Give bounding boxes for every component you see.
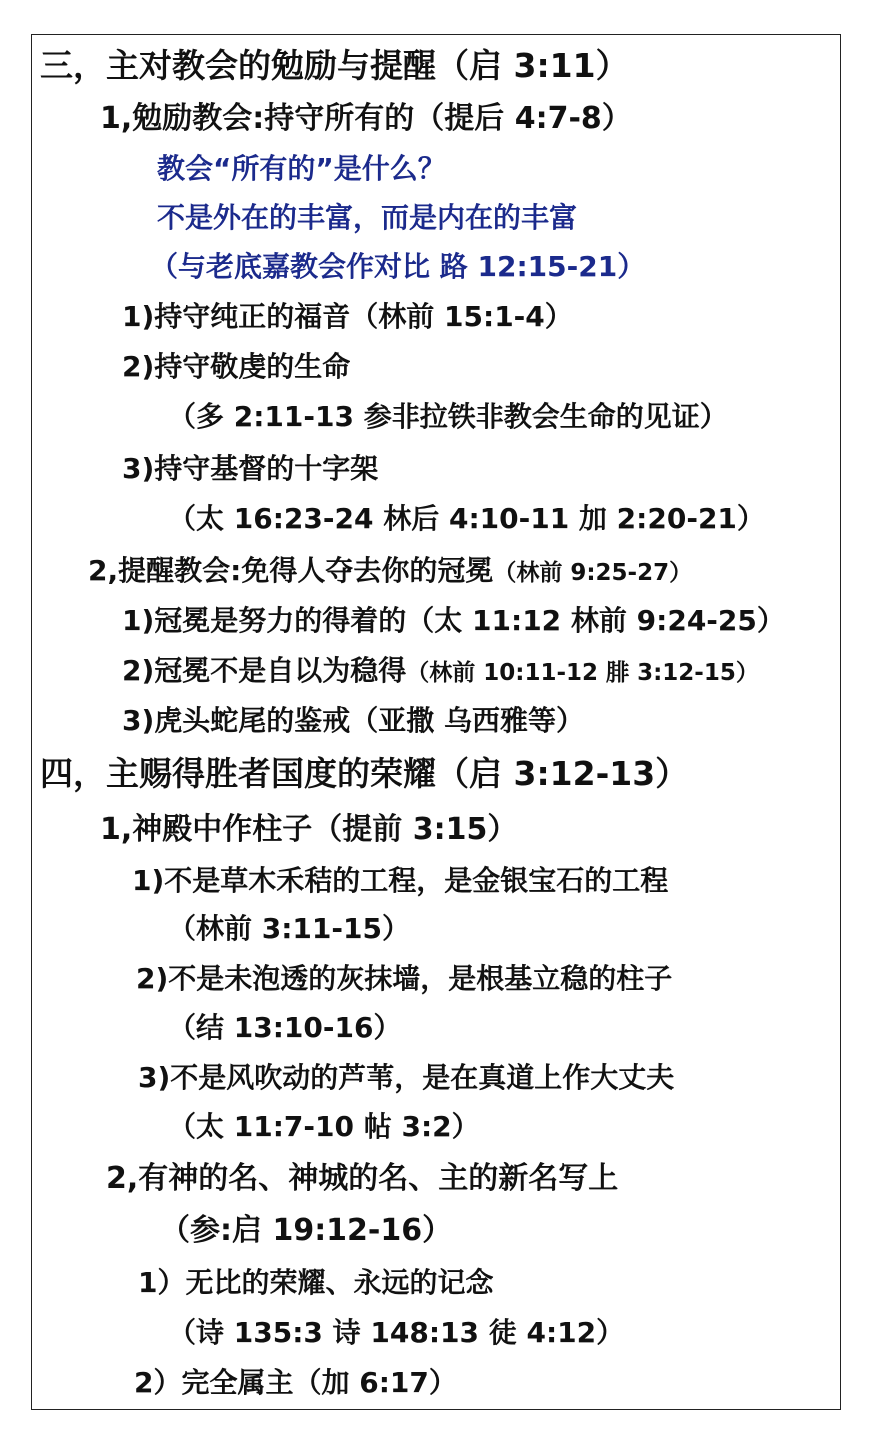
subpoint-1: 1)持守纯正的福音（林前 15:1-4） (122, 300, 573, 333)
point-2-ref: （林前 9:25-27） (493, 560, 693, 586)
outline-page (31, 34, 841, 1410)
blue-question: 教会“所有的”是什么？ (157, 152, 446, 185)
pillar-heading: 1,神殿中作柱子（提前 3:15） (100, 812, 518, 847)
subpoint-2: 2)持守敬虔的生命 (122, 350, 351, 383)
blue-answer: 不是外在的丰富，而是内在的丰富 (157, 201, 578, 234)
blue-comparison: （与老底嘉教会作对比 路 12:15-21） (150, 250, 646, 283)
pillar-3-ref: （太 11:7-10 帖 3:2） (168, 1110, 480, 1143)
names-ref: （参:启 19:12-16） (160, 1213, 453, 1248)
names-1-ref: （诗 135:3 诗 148:13 徒 4:12） (168, 1316, 625, 1349)
point-2-heading (88, 554, 693, 587)
point-2-title: 2,提醒教会:免得人夺去你的冠冕 (88, 554, 494, 587)
subpoint-3: 3)持守基督的十字架 (122, 452, 379, 485)
names-2: 2）完全属主（加 6:17） (134, 1366, 457, 1399)
crown-2 (122, 654, 759, 687)
point-1-heading: 1,勉励教会:持守所有的（提后 4:7-8） (100, 101, 632, 136)
pillar-1-ref: （林前 3:11-15） (168, 912, 410, 945)
crown-2-title: 2)冠冕不是自以为稳得 (122, 654, 407, 687)
crown-1: 1)冠冕是努力的得着的（太 11:12 林前 9:24-25） (122, 604, 785, 637)
section-3-heading: 三，主对教会的勉励与提醒（启 3:11） (40, 46, 629, 85)
pillar-1: 1)不是草木禾秸的工程，是金银宝石的工程 (132, 864, 669, 897)
names-heading: 2,有神的名、神城的名、主的新名写上 (106, 1161, 619, 1196)
pillar-2: 2)不是未泡透的灰抹墙，是根基立稳的柱子 (136, 962, 673, 995)
section-4-heading: 四，主赐得胜者国度的荣耀（启 3:12-13） (40, 754, 689, 793)
subpoint-3-ref: （太 16:23-24 林后 4:10-11 加 2:20-21） (168, 502, 765, 535)
pillar-3: 3)不是风吹动的芦苇，是在真道上作大丈夫 (138, 1061, 675, 1094)
crown-3: 3)虎头蛇尾的鉴戒（亚撒 乌西雅等） (122, 704, 585, 737)
pillar-2-ref: （结 13:10-16） (168, 1011, 402, 1044)
crown-2-ref: （林前 10:11-12 腓 3:12-15） (406, 660, 759, 686)
names-1: 1）无比的荣耀、永远的记念 (138, 1266, 494, 1299)
subpoint-2-ref: （多 2:11-13 参非拉铁非教会生命的见证） (168, 400, 728, 433)
